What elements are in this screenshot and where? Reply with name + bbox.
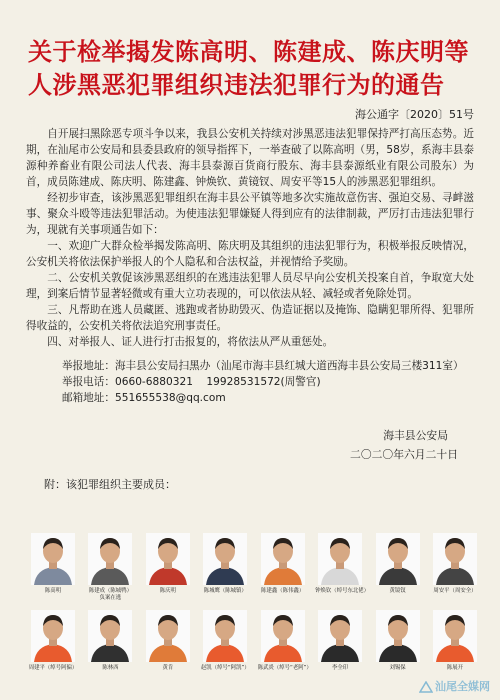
paragraph-review: 经初步审查，该涉黑恶犯罪组织在海丰县公平镇等地多次实施故意伤害、强迫交易、寻衅滋事、聚众斗殴等违法犯罪活动。为使违法犯罪嫌疑人得到应有的法律制裁，严厉打击违法犯罪行为，现就有关事项通告如下：: [26, 192, 474, 236]
member-name: [430, 665, 480, 672]
member-name-text: 李全印: [332, 665, 349, 671]
member-name-text: 陈城鹰（陈城镇）: [203, 588, 247, 594]
portrait-icon: [318, 533, 362, 585]
member-name-text: 钟焕钦（绰号东北佬）: [315, 588, 370, 594]
member-name: [200, 588, 250, 595]
member-card: [315, 610, 365, 672]
paragraph-intro: 自开展扫黑除恶专项斗争以来，我县公安机关持续对涉黑恶违法犯罪保持严打高压态势。近期，在汕尾市公安局和县委县政府的领导指挥下，一举查破了以陈高明（男，58岁，系海丰县泰源种养畜业有限公司法人代表、海丰县泰源百货商行股东、海丰县泰源纸业有限公司股东）为首，成员陈建成、陈庆明、陈建鑫、钟焕钦、黄镜钗、周安平等15人的涉黑恶犯罪组织。: [26, 128, 474, 188]
member-photo: [203, 610, 247, 662]
members-grid: [28, 533, 480, 672]
portrait-icon: [31, 610, 75, 662]
member-name: [258, 588, 308, 595]
member-card: [28, 533, 78, 602]
member-card: [143, 533, 193, 602]
member-name-text: 陈庆明: [159, 588, 176, 594]
member-name: [430, 588, 480, 595]
member-photo: [433, 610, 477, 662]
member-card: [28, 610, 78, 672]
portrait-icon: [88, 610, 132, 662]
member-card: [373, 610, 423, 672]
member-name: [373, 665, 423, 672]
member-photo: [31, 533, 75, 585]
member-card: [200, 610, 250, 672]
report-address-value: 海丰县公安局扫黑办（汕尾市海丰县红城大道西海丰县公安局三楼311室）: [114, 360, 464, 372]
member-name-text: 刘锡保: [389, 665, 406, 671]
member-name: [143, 665, 193, 672]
member-name-text: 陈建成（陈城鸭）: [88, 588, 132, 594]
portrait-icon: [376, 533, 420, 585]
member-name: [28, 588, 78, 595]
member-name: [85, 665, 135, 672]
portrait-icon: [146, 533, 190, 585]
member-name-text: 陈林西: [102, 665, 119, 671]
member-name-text: 陈高明: [44, 588, 62, 594]
member-photo: [318, 610, 362, 662]
member-photo: [31, 610, 75, 662]
report-phone: [26, 374, 474, 390]
member-card: [430, 533, 480, 602]
member-photo: [261, 533, 305, 585]
watermark: [419, 678, 490, 694]
portrait-icon: [433, 610, 477, 662]
watermark-logo-icon: [419, 681, 433, 693]
portrait-icon: [433, 533, 477, 585]
paragraph-item-1: 一、欢迎广大群众检举揭发陈高明、陈庆明及其组织的违法犯罪行为，积极举报反映情况，公安机关将依法保护举报人的个人隐私和合法权益，并视情给予奖励。: [26, 240, 474, 268]
report-phone-value: 0660-6880321 19928531572(周警官): [114, 376, 321, 388]
members-heading: 附：该犯罪组织主要成员：: [44, 478, 176, 491]
portrait-icon: [203, 533, 247, 585]
member-photo: [88, 533, 132, 585]
paragraph-item-2: 二、公安机关敦促该涉黑恶组织的在逃违法犯罪人员尽早向公安机关投案自首，争取宽大处理，到案后情节显著轻微或有重大立功表现的，可以依法从轻、减轻或者免除处罚。: [26, 272, 474, 300]
member-name: [28, 665, 78, 672]
issue-date: 二〇二〇年六月二十日: [350, 448, 458, 461]
contact-block: [0, 350, 500, 406]
member-card: [258, 533, 308, 602]
member-photo: [146, 533, 190, 585]
member-name: [85, 588, 135, 602]
report-address-label: 举报地址：: [62, 360, 115, 372]
portrait-icon: [203, 610, 247, 662]
report-email-value: 551655538@qq.com: [114, 392, 226, 404]
signature-block: [0, 426, 500, 464]
member-name: [200, 665, 250, 672]
portrait-icon: [88, 533, 132, 585]
member-name: [257, 665, 312, 672]
issuing-organization: 海丰县公安局: [383, 429, 448, 442]
member-card: [143, 610, 193, 672]
member-name-text: 陈武炎（绰号“老阿”）: [257, 665, 312, 671]
notice-title: 关于检举揭发陈高明、陈建成、陈庆明等人涉黑恶犯罪组织违法犯罪行为的通告: [28, 38, 469, 99]
document-number: 海公通字〔2020〕51号: [355, 108, 474, 121]
portrait-icon: [318, 610, 362, 662]
member-name: [143, 588, 193, 595]
portrait-icon: [31, 533, 75, 585]
report-phone-label: 举报电话：: [62, 376, 115, 388]
member-photo: [203, 533, 247, 585]
member-name: [315, 665, 365, 672]
member-name-text: 陈建鑫（陈伟鑫）: [261, 588, 305, 594]
members-row: [28, 533, 480, 602]
member-card: [315, 533, 370, 602]
member-photo: [146, 610, 190, 662]
paragraph-item-3: 三、凡帮助在逃人员藏匿、逃跑或者协助毁灭、伪造证据以及掩饰、隐瞒犯罪所得、犯罪所得收益的，公安机关将依法追究刑事责任。: [26, 304, 474, 332]
notice-body: [0, 122, 500, 350]
report-address: [26, 358, 474, 374]
member-name-text: 周安平（周安全）: [433, 588, 477, 594]
member-name: [373, 588, 423, 595]
member-card: [373, 533, 423, 602]
member-card: [430, 610, 480, 672]
member-name-text: 赵凯（绰号“阿凯”）: [200, 665, 250, 671]
paragraph-item-4: 四、对举报人、证人进行打击报复的，将依法从严从重惩处。: [47, 336, 334, 348]
portrait-icon: [261, 610, 305, 662]
member-card: [85, 533, 135, 602]
report-email: [26, 390, 474, 406]
member-status: 负案在逃: [99, 595, 122, 601]
member-card: [200, 533, 250, 602]
portrait-icon: [261, 533, 305, 585]
member-card: [85, 610, 135, 672]
members-row: [28, 610, 480, 672]
member-photo: [88, 610, 132, 662]
member-name: [315, 588, 370, 595]
member-name-text: 陈展开: [446, 665, 464, 671]
member-photo: [318, 533, 362, 585]
member-photo: [433, 533, 477, 585]
watermark-text: 汕尾全媒网: [435, 680, 490, 693]
portrait-icon: [146, 610, 190, 662]
member-name-text: 周建平（绰号阿偏）: [28, 665, 78, 671]
member-card: [257, 610, 312, 672]
portrait-icon: [376, 610, 420, 662]
member-photo: [376, 533, 420, 585]
member-photo: [376, 610, 420, 662]
member-name-text: 黄镜钗: [389, 588, 406, 594]
report-email-label: 邮箱地址：: [62, 392, 115, 404]
member-name-text: 黄肯: [162, 665, 174, 671]
member-photo: [261, 610, 305, 662]
